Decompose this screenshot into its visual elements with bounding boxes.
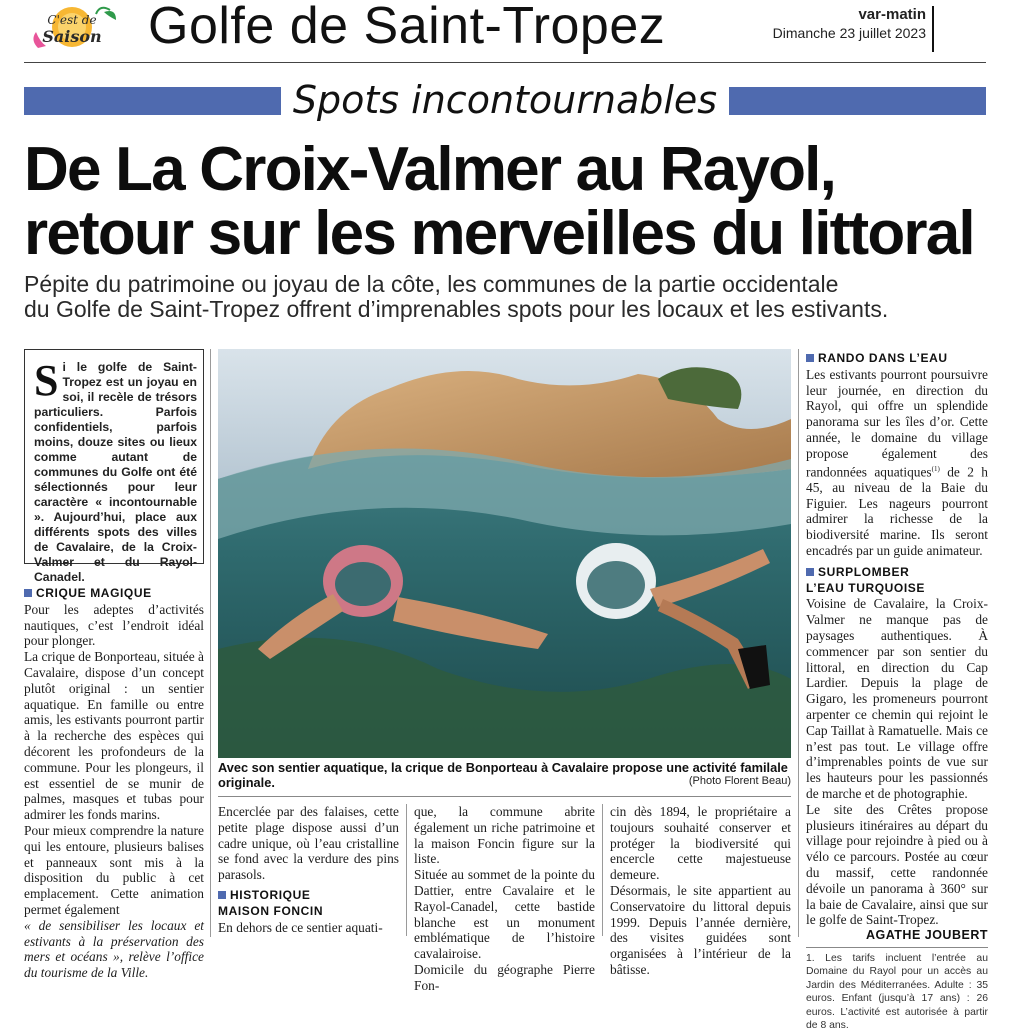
paragraph: Voisine de Cavalaire, la Croix-Valmer ne manque pas de paysages authentiques. À commencer par son sentier du littoral, en direction du Cap Lardier. Depuis la plage de Gigaro, les promeneurs pourront arpenter ce chemin qui rejoint le Cap Taillat à Ramatuelle. Mais ce n’est pas tout. Le village offre d’imprenables points de vue sur les hauteurs pour les passionnés de marche et de photographie.: [806, 596, 988, 801]
cest-de-saison-logo: [24, 2, 120, 56]
article-column-1: [24, 586, 204, 981]
subhead-square-icon: [24, 589, 32, 597]
paragraph: Pour mieux comprendre la nature qui les entoure, plusieurs balises et panneaux sont mis à la disposition du public à cet emplacement. Cette animation permet également: [24, 822, 204, 917]
paragraph: Désormais, le site appartient au Conservatoire du littoral depuis 1999. Depuis l’année dernière, des visites guidées sont organisées à l’intérieur de la bâtisse.: [610, 882, 791, 977]
standfirst-line-2: du Golfe de Saint-Tropez offrent d’imprenables spots pour les locaux et les estivants.: [24, 296, 889, 322]
paragraph: Encerclée par des falaises, cette petite plage dispose aussi d’un cadre unique, où l’eau cristalline se fond avec la verdure des pins parasols.: [218, 804, 399, 883]
column-divider: [406, 804, 407, 936]
section-title: Golfe de Saint-Tropez: [148, 0, 666, 55]
photo-caption: Avec son sentier aquatique, la crique de Bonporteau à Cavalaire propose une activité familale originale.: [218, 760, 788, 790]
kicker-bar-right: [729, 87, 986, 115]
masthead-divider: [932, 6, 934, 52]
footnote: 1. Les tarifs incluent l’entrée au Domaine du Rayol pour un accès au Jardin des Méditerranées. Adulte : 35 euros. Enfant (jusqu’à 17 ans) : 26 euros. L’activité est autorisée à partir de 8 ans.: [806, 952, 988, 1032]
masthead-rule: [24, 62, 986, 63]
standfirst: [24, 272, 1014, 322]
kicker: Spots incontournables: [292, 78, 718, 122]
article-column-5: [806, 351, 989, 1032]
photo-credit: (Photo Florent Beau): [688, 775, 791, 787]
paragraph: La crique de Bonporteau, située à Cavalaire, dispose d’un concept plutôt original : un sentier aquatique. En famille ou entre amis, les estivants pourront partir à la recherche des espèces qui décorent les profondeurs de la commune. Pour les plongeurs, il est essentiel de se munir de palmes, masques et tubas pour admirer les fonds marins.: [24, 649, 204, 823]
subhead-square-icon: [806, 354, 814, 362]
snorkeling-photo: [218, 349, 791, 758]
column-divider: [798, 349, 799, 937]
subhead-surplomber-leau-turquoise: SURPLOMBER L’EAU TURQUOISE: [806, 564, 926, 595]
paragraph: En dehors de ce sentier aquati-: [218, 919, 383, 935]
subhead-historique-maison-foncin: HISTORIQUE MAISON FONCIN: [218, 887, 324, 918]
masthead-info: [773, 6, 926, 41]
article-column-3: [414, 804, 595, 993]
paragraph: Pour les adeptes d’activités nautiques, c’est l’endroit idéal pour plonger.: [24, 601, 204, 649]
drop-cap: S: [34, 356, 59, 405]
footnote-ref: (1): [931, 464, 940, 473]
subhead-square-icon: [218, 891, 226, 899]
photo-rule: [218, 796, 791, 797]
paragraph: cin dès 1894, le propriétaire a toujours souhaité conserver et protéger la biodiversité qui encercle cette majestueuse demeure.: [610, 804, 791, 883]
subhead-square-icon: [806, 568, 814, 576]
headline: [24, 135, 1014, 268]
headline-line-2: retour sur les merveilles du littoral: [24, 199, 974, 268]
column-divider: [602, 804, 603, 936]
svg-text:Saison: Saison: [42, 27, 102, 46]
paragraph: Domicile du géographe Pierre Fon-: [414, 961, 595, 993]
article-column-4: [610, 804, 791, 977]
intro-box: [24, 349, 204, 584]
issue-date: Dimanche 23 juillet 2023: [772, 25, 926, 41]
paragraph: Située au sommet de la pointe du Dattier, entre Cavalaire et le Rayol-Canadel, cette bastide blanche est un monument emblématique de l’histoire cavalairoise.: [414, 867, 595, 962]
standfirst-line-1: Pépite du patrimoine ou joyau de la côte, les communes de la partie occidentale: [24, 271, 839, 297]
paragraph: Le site des Crêtes propose plusieurs itinéraires au départ du village pour rejoindre à pied ou à vélo ce parcours. Postée au cœur du massif, cette randonnée dévoile un panorama à 360° sur la baie de Cavalaire, ainsi que sur le golfe de Saint-Tropez.: [806, 801, 988, 928]
intro-text: i le golfe de Saint-Tropez est un joyau en soi, il recèle de trésors particuliers. Parfois confidentiels, parfois moins, douze sites ou lieux comme autant de communes du Golfe ont été sélectionnés pour leur caractère « incontournable ». Aujourd’hui, place aux différents spots des villes de Cavalaire, de la Croix-Valmer et du Rayol-Canadel.: [34, 360, 197, 584]
paragraph-quote: « de sensibiliser les locaux et estivants à la préservation des mers et océans », relève l’office du tourisme de la Ville.: [24, 917, 204, 981]
subhead-crique-magique: CRIQUE MAGIQUE: [24, 586, 204, 602]
article-column-2: [218, 804, 399, 936]
paragraph: que, la commune abrite également un riche patrimoine et la maison Foncin figure sur la liste.: [414, 804, 595, 867]
column-divider: [210, 349, 211, 937]
paper-name: var-matin: [858, 6, 926, 23]
kicker-bar-left: [24, 87, 281, 115]
subhead-rando-dans-leau: RANDO DANS L’EAU: [806, 351, 988, 367]
svg-text:C'est de: C'est de: [47, 13, 97, 27]
footnote-rule: [806, 947, 988, 948]
headline-line-1: De La Croix-Valmer au Rayol,: [24, 135, 836, 204]
author-byline: AGATHE JOUBERT: [865, 928, 988, 943]
paragraph: Les estivants pourront poursuivre leur journée, en direction du Rayol, qui offre un splendide panorama sur les îles d’or. Cette année, le domaine du village propose également des randonnées aquatiques$^{(1)}$ de 2 h 45, au niveau de la Baie du Figuier. Les nageurs pourront admirer la richesse de la biodiversité marine. Ils seront encadrés par un guide animateur.: [806, 366, 989, 559]
